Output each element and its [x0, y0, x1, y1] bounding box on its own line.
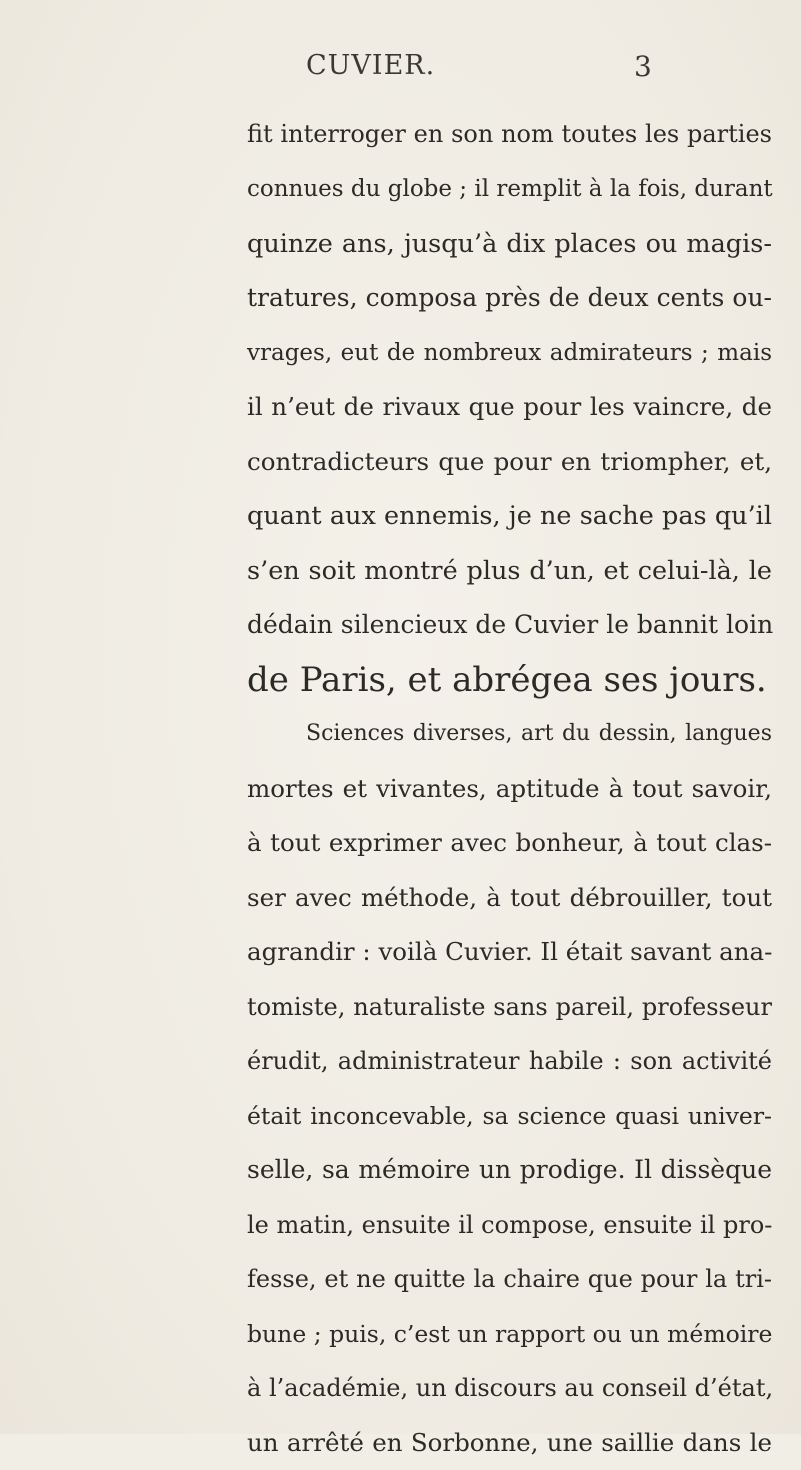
text-line: bune ; puis, c’est un rapport ou un mémoire	[247, 1320, 773, 1348]
text-line: il n’eut de rivaux que pour les vaincre, de	[247, 392, 772, 421]
text-line: connues du globe ; il remplit à la fois, durant	[247, 176, 773, 202]
text-line: le matin, ensuite il compose, ensuite il pro-	[247, 1211, 773, 1239]
text-line: fit interroger en son nom toutes les parties	[247, 120, 772, 148]
text-line: selle, sa mémoire un prodige. Il dissèque	[247, 1155, 772, 1184]
text-line: vrages, eut de nombreux admirateurs ; mais	[247, 340, 772, 366]
text-line: agrandir : voilà Cuvier. Il était savant ana-	[247, 937, 773, 966]
text-line: quinze ans, jusqu’à dix places ou magis-	[247, 229, 772, 259]
text-line: tomiste, naturaliste sans pareil, professeur	[247, 993, 772, 1021]
text-line: contradicteurs que pour en triompher, et,	[247, 447, 772, 476]
text-line: s’en soit montré plus d’un, et celui-là, le	[247, 556, 772, 586]
text-line: de Paris, et abrégea ses jours.	[247, 660, 767, 700]
text-line: dédain silencieux de Cuvier le bannit loin	[247, 610, 774, 639]
page-number: 3	[634, 50, 652, 83]
text-line: érudit, administrateur habile : son activité	[247, 1047, 772, 1075]
text-line: était inconcevable, sa science quasi univer-	[247, 1102, 772, 1130]
running-head	[0, 50, 801, 90]
text-line: quant aux ennemis, je ne sache pas qu’il	[247, 501, 772, 531]
text-line: fesse, et ne quitte la chaire que pour la tri-	[247, 1265, 772, 1293]
text-line: un arrêté en Sorbonne, une saillie dans le	[247, 1428, 772, 1457]
text-line: tratures, composa près de deux cents ou-	[247, 283, 772, 312]
text-line: Sciences diverses, art du dessin, langues	[306, 721, 772, 746]
text-line: à tout exprimer avec bonheur, à tout clas-	[247, 828, 772, 857]
running-title: CUVIER.	[306, 50, 436, 81]
text-line: à l’académie, un discours au conseil d’état,	[247, 1374, 774, 1402]
text-line: mortes et vivantes, aptitude à tout savoir,	[247, 774, 772, 803]
text-line: ser avec méthode, à tout débrouiller, tout	[247, 883, 772, 912]
